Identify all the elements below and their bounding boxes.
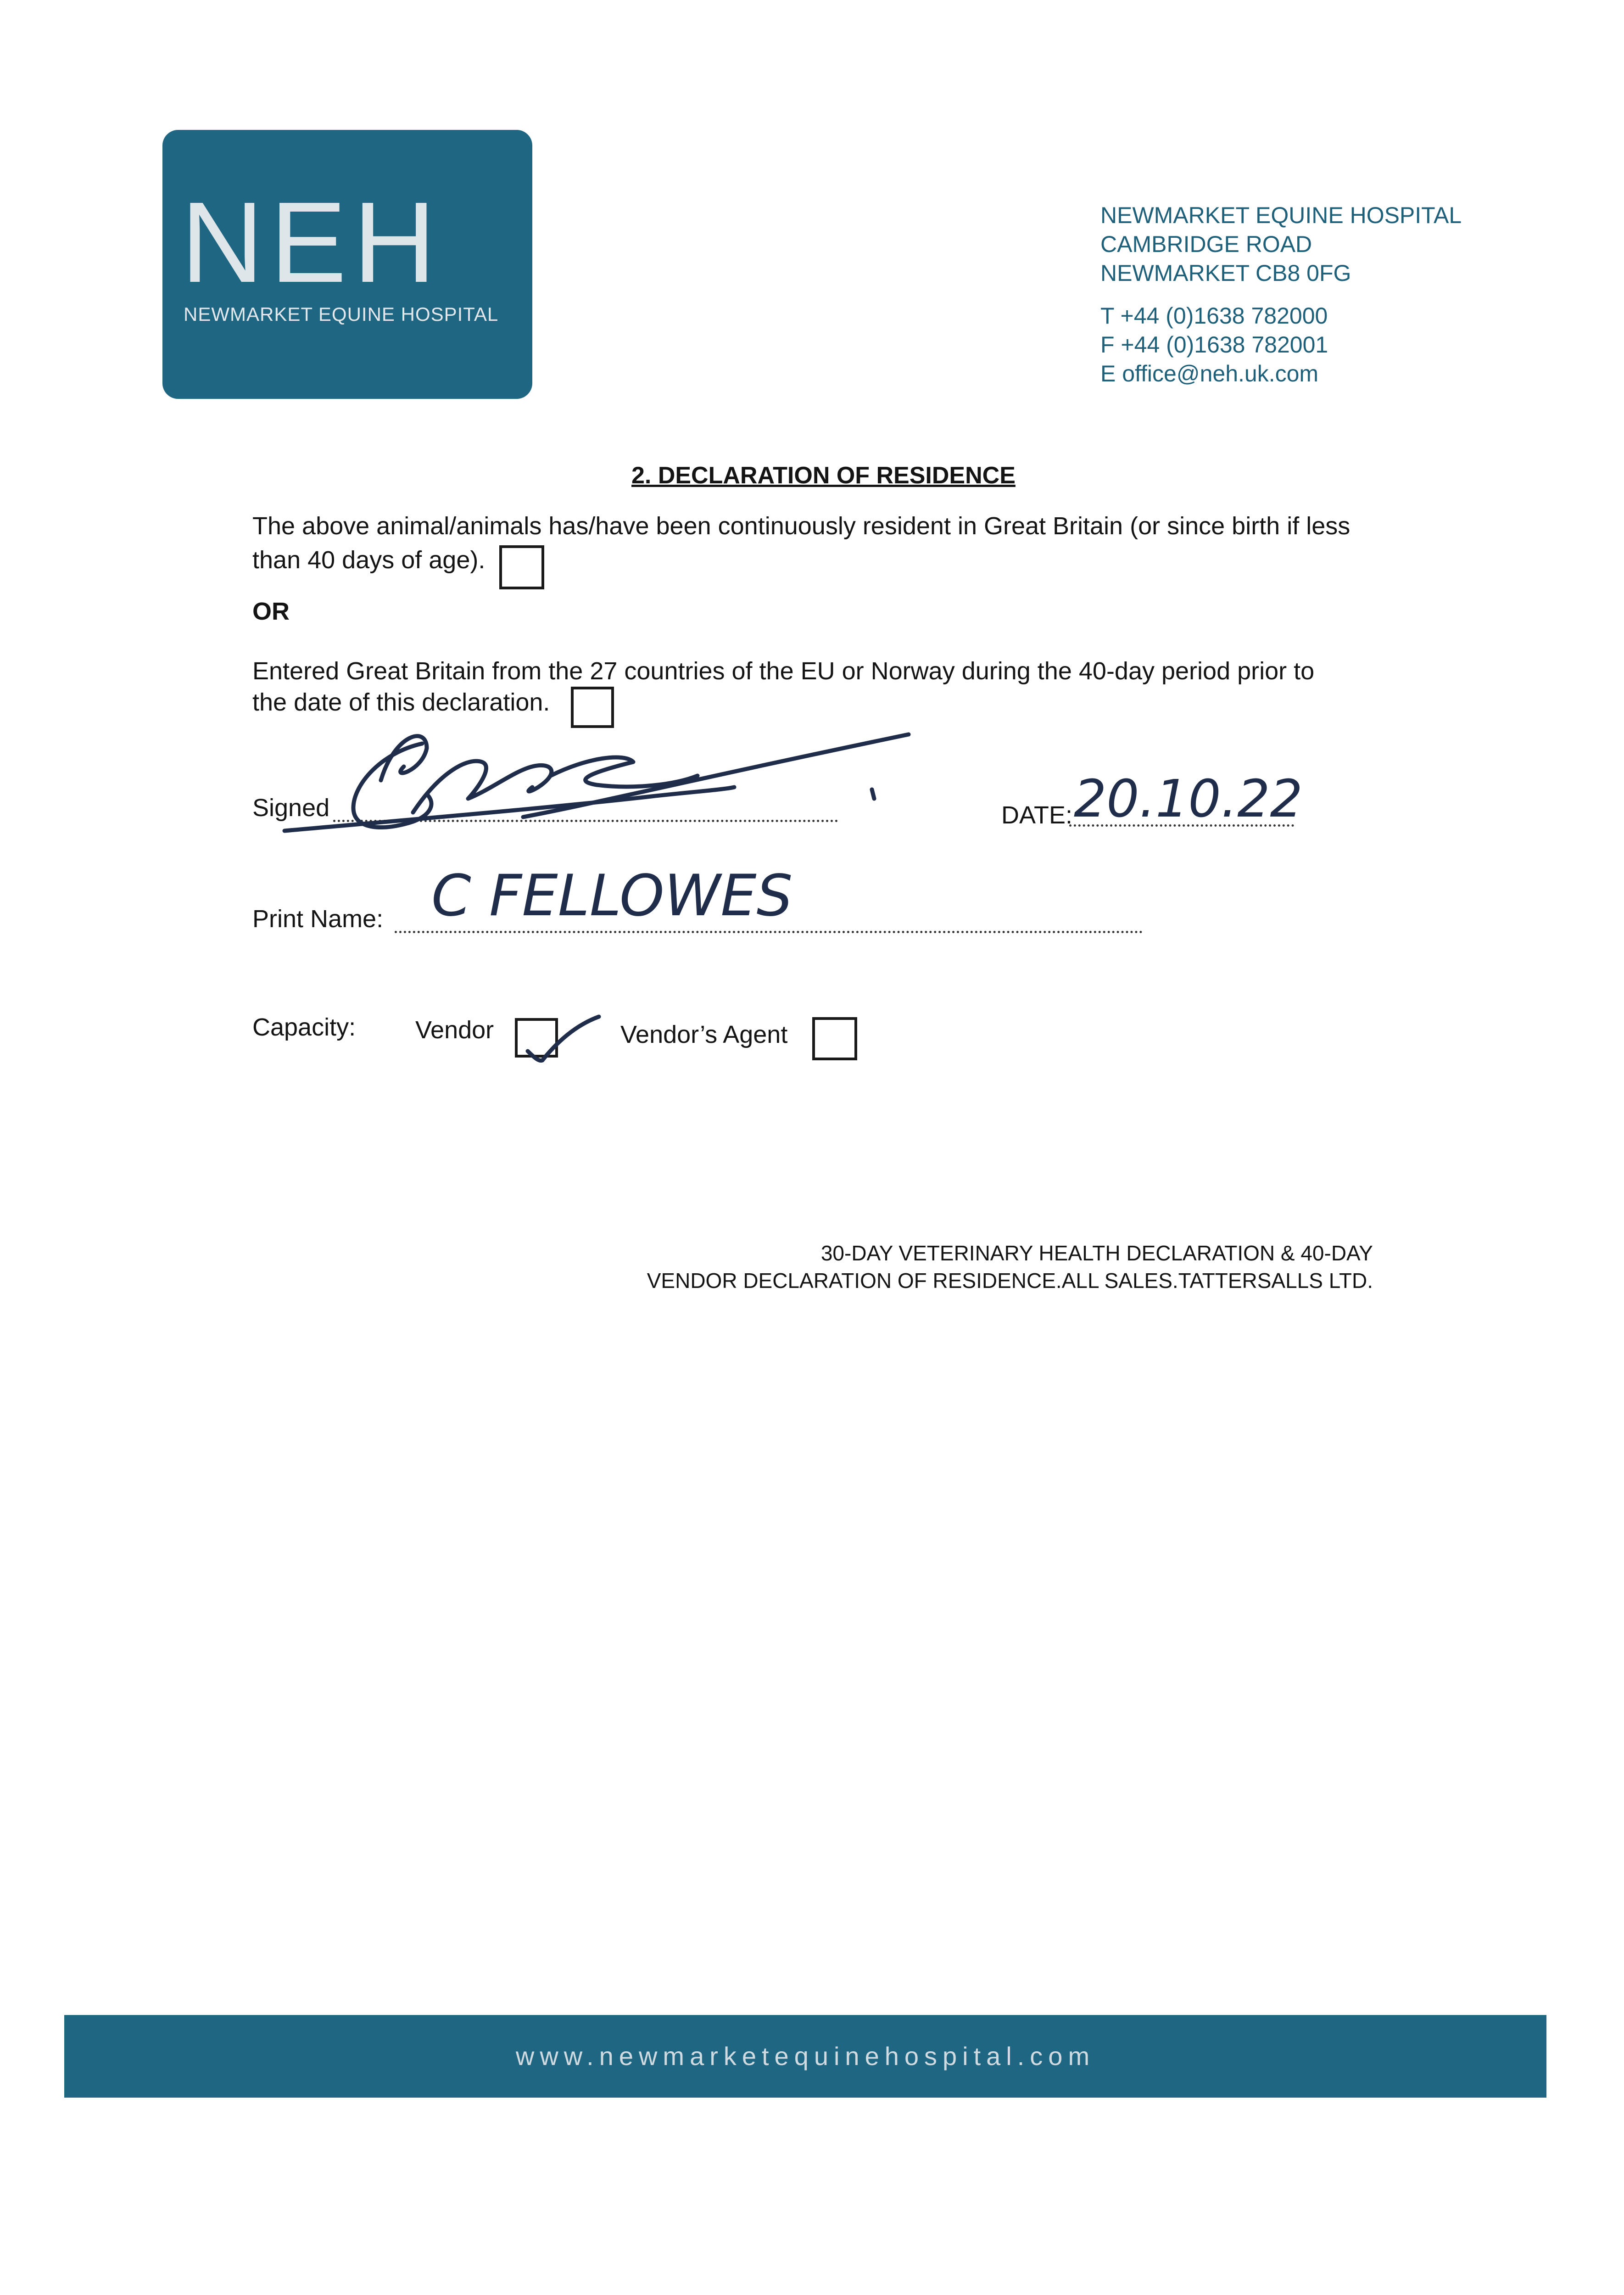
- vendor-agent-checkbox[interactable]: [812, 1017, 857, 1060]
- print-name-label: Print Name:: [252, 905, 384, 933]
- continuous-residence-checkbox[interactable]: [499, 545, 544, 589]
- print-name-line: [395, 931, 1143, 933]
- footer-website-url: www.newmarketequinehospital.com: [515, 2042, 1095, 2071]
- contact-details: [1100, 302, 1559, 388]
- signature-image: [275, 716, 918, 854]
- print-name-handwritten: C FELLOWES: [431, 863, 793, 929]
- email-address: E office@neh.uk.com: [1100, 361, 1319, 386]
- option2-text-line2: the date of this declaration.: [252, 688, 550, 716]
- form-reference: [642, 1239, 1373, 1294]
- capacity-label: Capacity:: [252, 1013, 356, 1041]
- address-line-1: NEWMARKET EQUINE HOSPITAL: [1100, 202, 1462, 228]
- option1-text-line1: The above animal/animals has/have been continuously resident in Great Britain (or since birth if less: [252, 512, 1351, 540]
- address-block: [1100, 201, 1559, 388]
- form-reference-line1: 30-DAY VETERINARY HEALTH DECLARATION & 40-DAY: [820, 1241, 1373, 1265]
- address-line-2: CAMBRIDGE ROAD: [1100, 231, 1312, 257]
- option2-text-line1: Entered Great Britain from the 27 countries of the EU or Norway during the 40-day period prior to: [252, 657, 1315, 685]
- vendor-label: Vendor: [415, 1016, 494, 1044]
- vendor-agent-label: Vendor’s Agent: [620, 1021, 788, 1048]
- option1-text-line2: than 40 days of age).: [252, 546, 486, 574]
- address-line-3: NEWMARKET CB8 0FG: [1100, 260, 1351, 286]
- date-label: DATE:: [1001, 801, 1073, 829]
- neh-logo: [162, 130, 532, 399]
- vendor-checkmark: [514, 1008, 601, 1067]
- phone-number: T +44 (0)1638 782000: [1100, 303, 1328, 329]
- logo-subtitle: NEWMARKET EQUINE HOSPITAL: [184, 303, 499, 325]
- section-heading: 2. DECLARATION OF RESIDENCE: [631, 462, 1016, 489]
- logo-mark: NEH: [181, 178, 442, 306]
- fax-number: F +44 (0)1638 782001: [1100, 332, 1328, 358]
- signed-label: Signed: [252, 794, 330, 822]
- date-handwritten: 20.10.22: [1074, 769, 1303, 829]
- form-reference-line2: VENDOR DECLARATION OF RESIDENCE.ALL SALES.TATTERSALLS LTD.: [647, 1269, 1373, 1293]
- footer-banner: [64, 2015, 1546, 2098]
- or-label: OR: [252, 598, 290, 625]
